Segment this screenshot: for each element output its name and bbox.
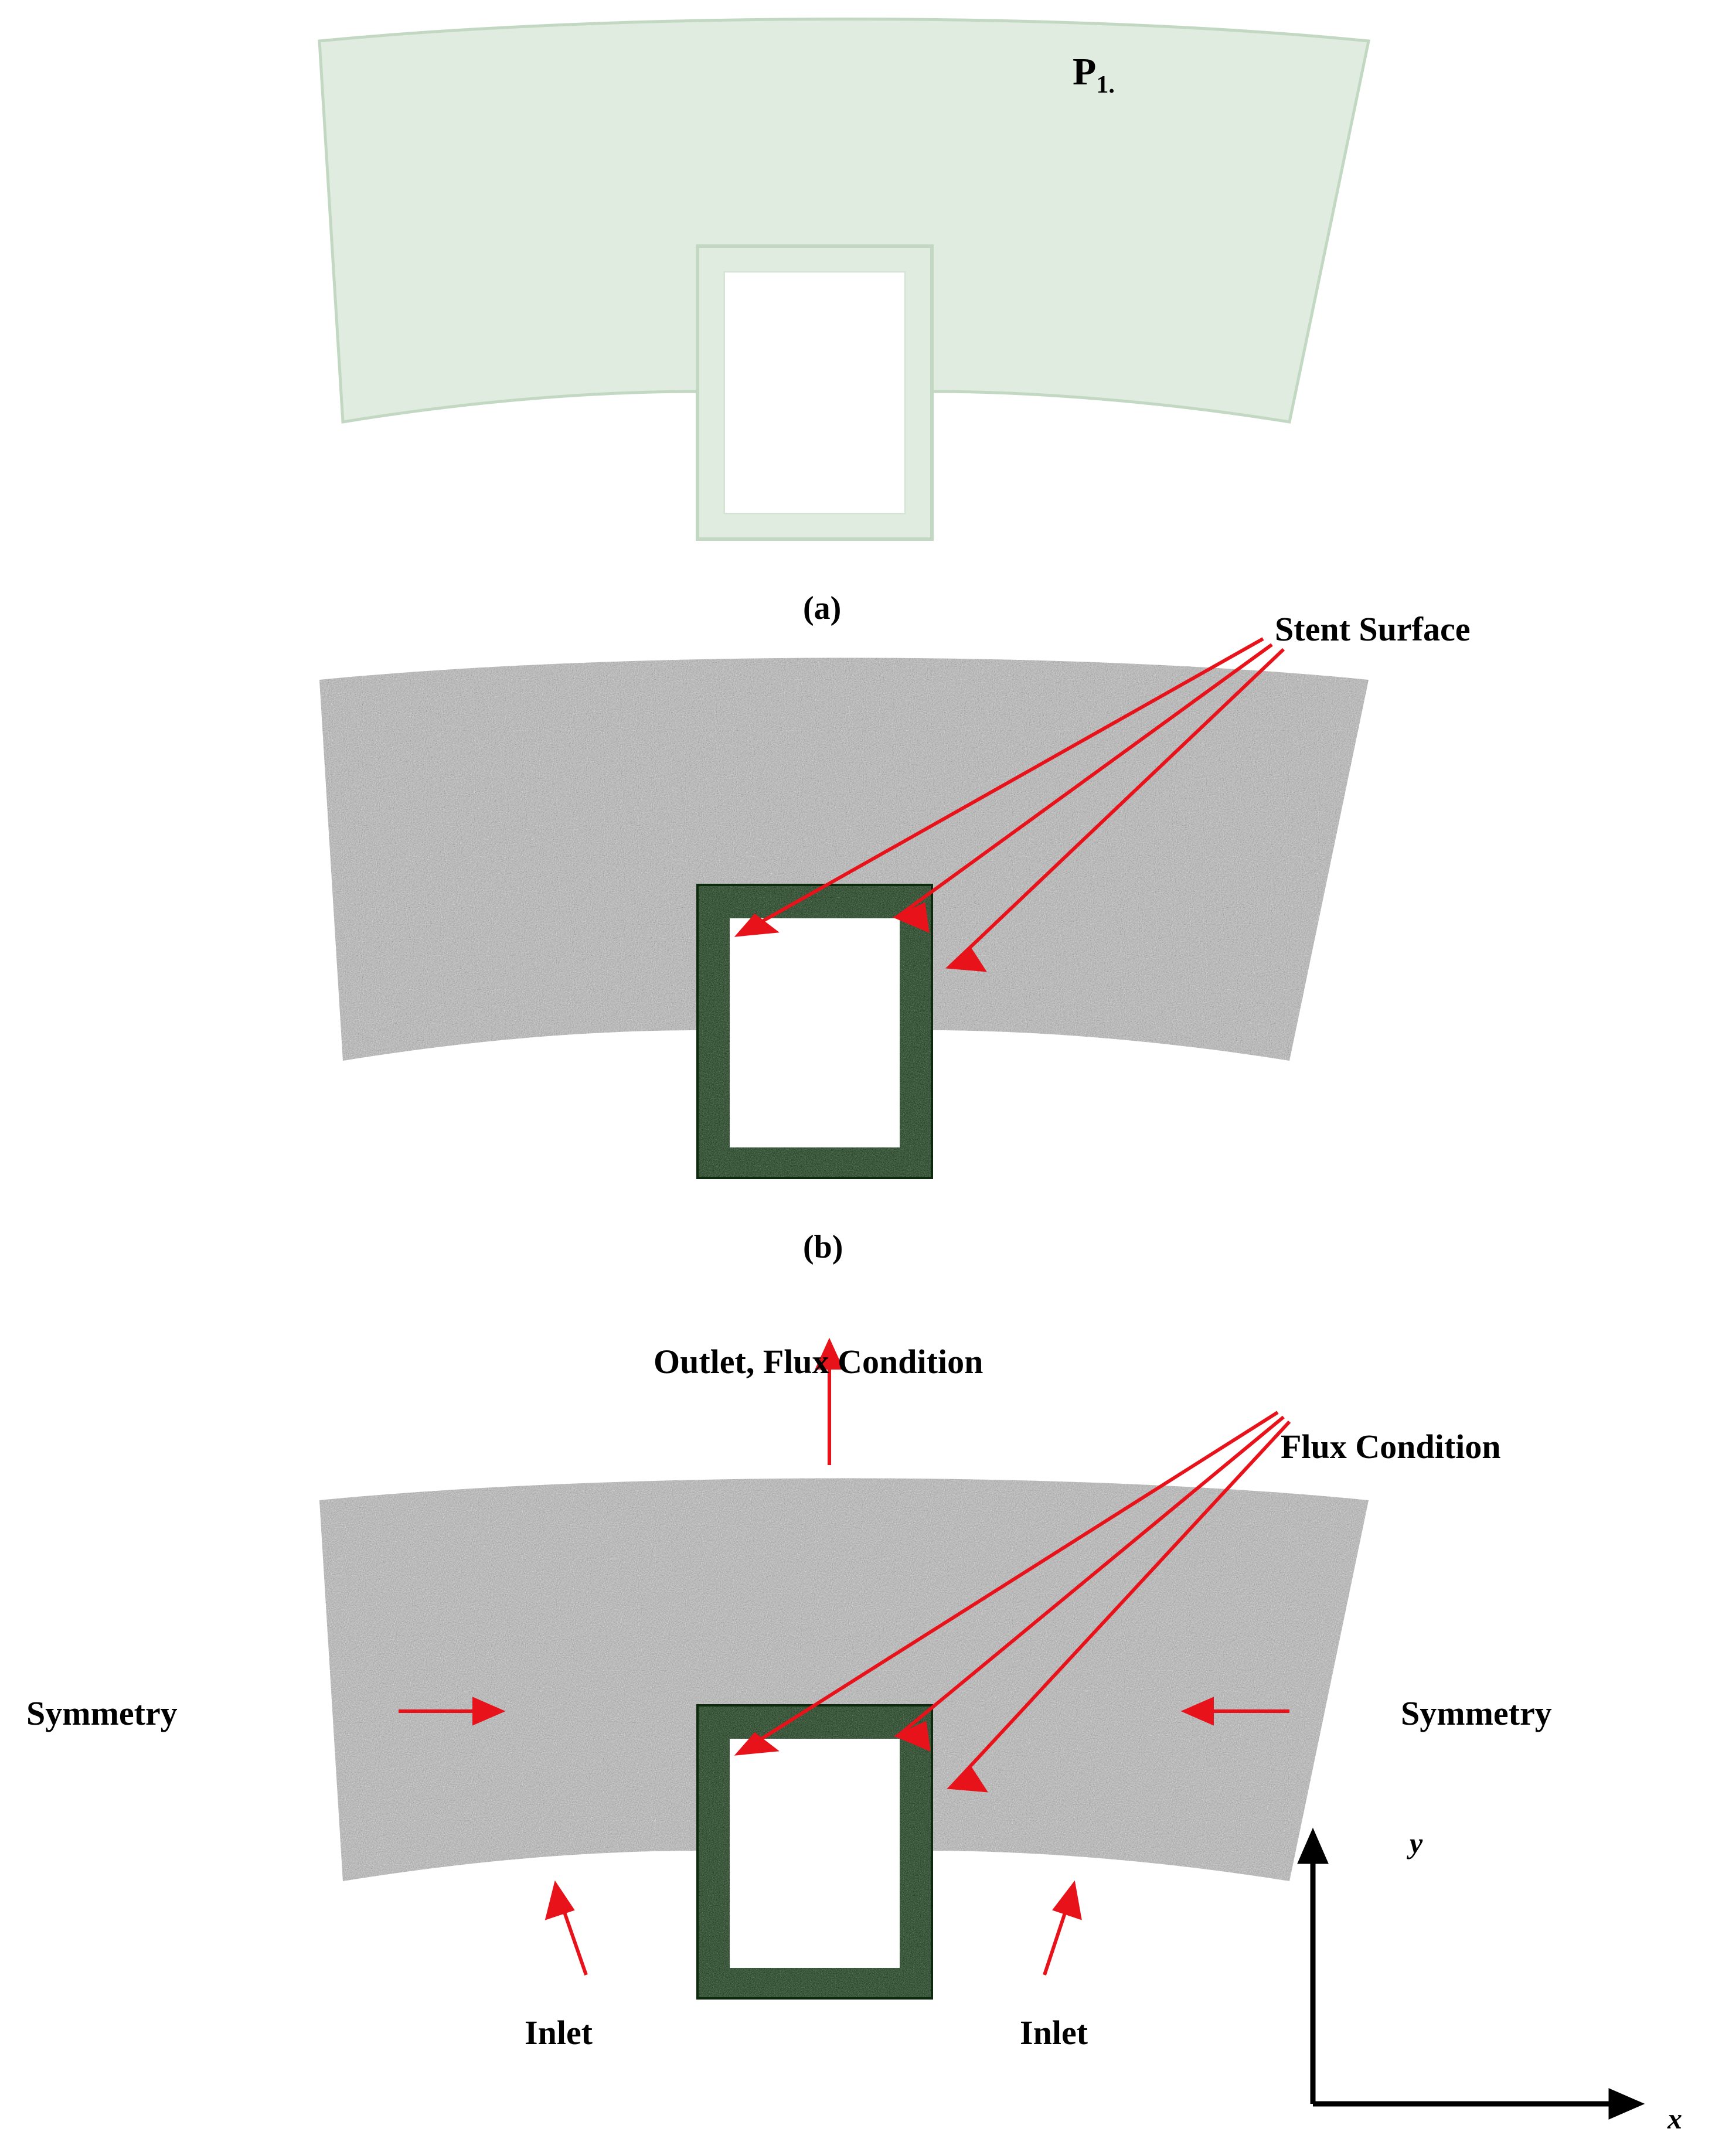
caption-b: (b) [803,1229,843,1265]
caption-a: (a) [803,590,842,626]
panel-c [293,1483,1395,2010]
panel-b [293,662,1395,1190]
inlet-right-label: Inlet [1020,2014,1088,2052]
symmetry-right-label: Symmetry [1401,1694,1552,1732]
panel-a-svg [293,23,1395,563]
symmetry-left-label: Symmetry [26,1694,178,1732]
pressure-label: $P_{1.}$ [1073,50,1115,99]
stent-lumen [730,918,900,1147]
panel-b-svg [293,662,1395,1190]
flux-condition-label: Flux Condition [1281,1428,1501,1466]
stent-cutout-mask [725,273,904,513]
inlet-arrow-left [547,1885,586,1975]
panel-c-svg [293,1483,1395,2010]
outlet-flux-condition-label: Outlet, Flux Condition [654,1343,983,1381]
coordinate-axes [1301,1834,1638,2116]
inlet-arrow-right [1044,1885,1080,1975]
panel-a [293,23,1395,563]
axis-y-label: y [1410,1827,1423,1859]
axis-x-label: x [1667,2102,1682,2135]
stent-lumen [730,1739,900,1968]
inlet-left-label: Inlet [525,2014,593,2052]
stent-surface-label: Stent Surface [1275,610,1471,648]
